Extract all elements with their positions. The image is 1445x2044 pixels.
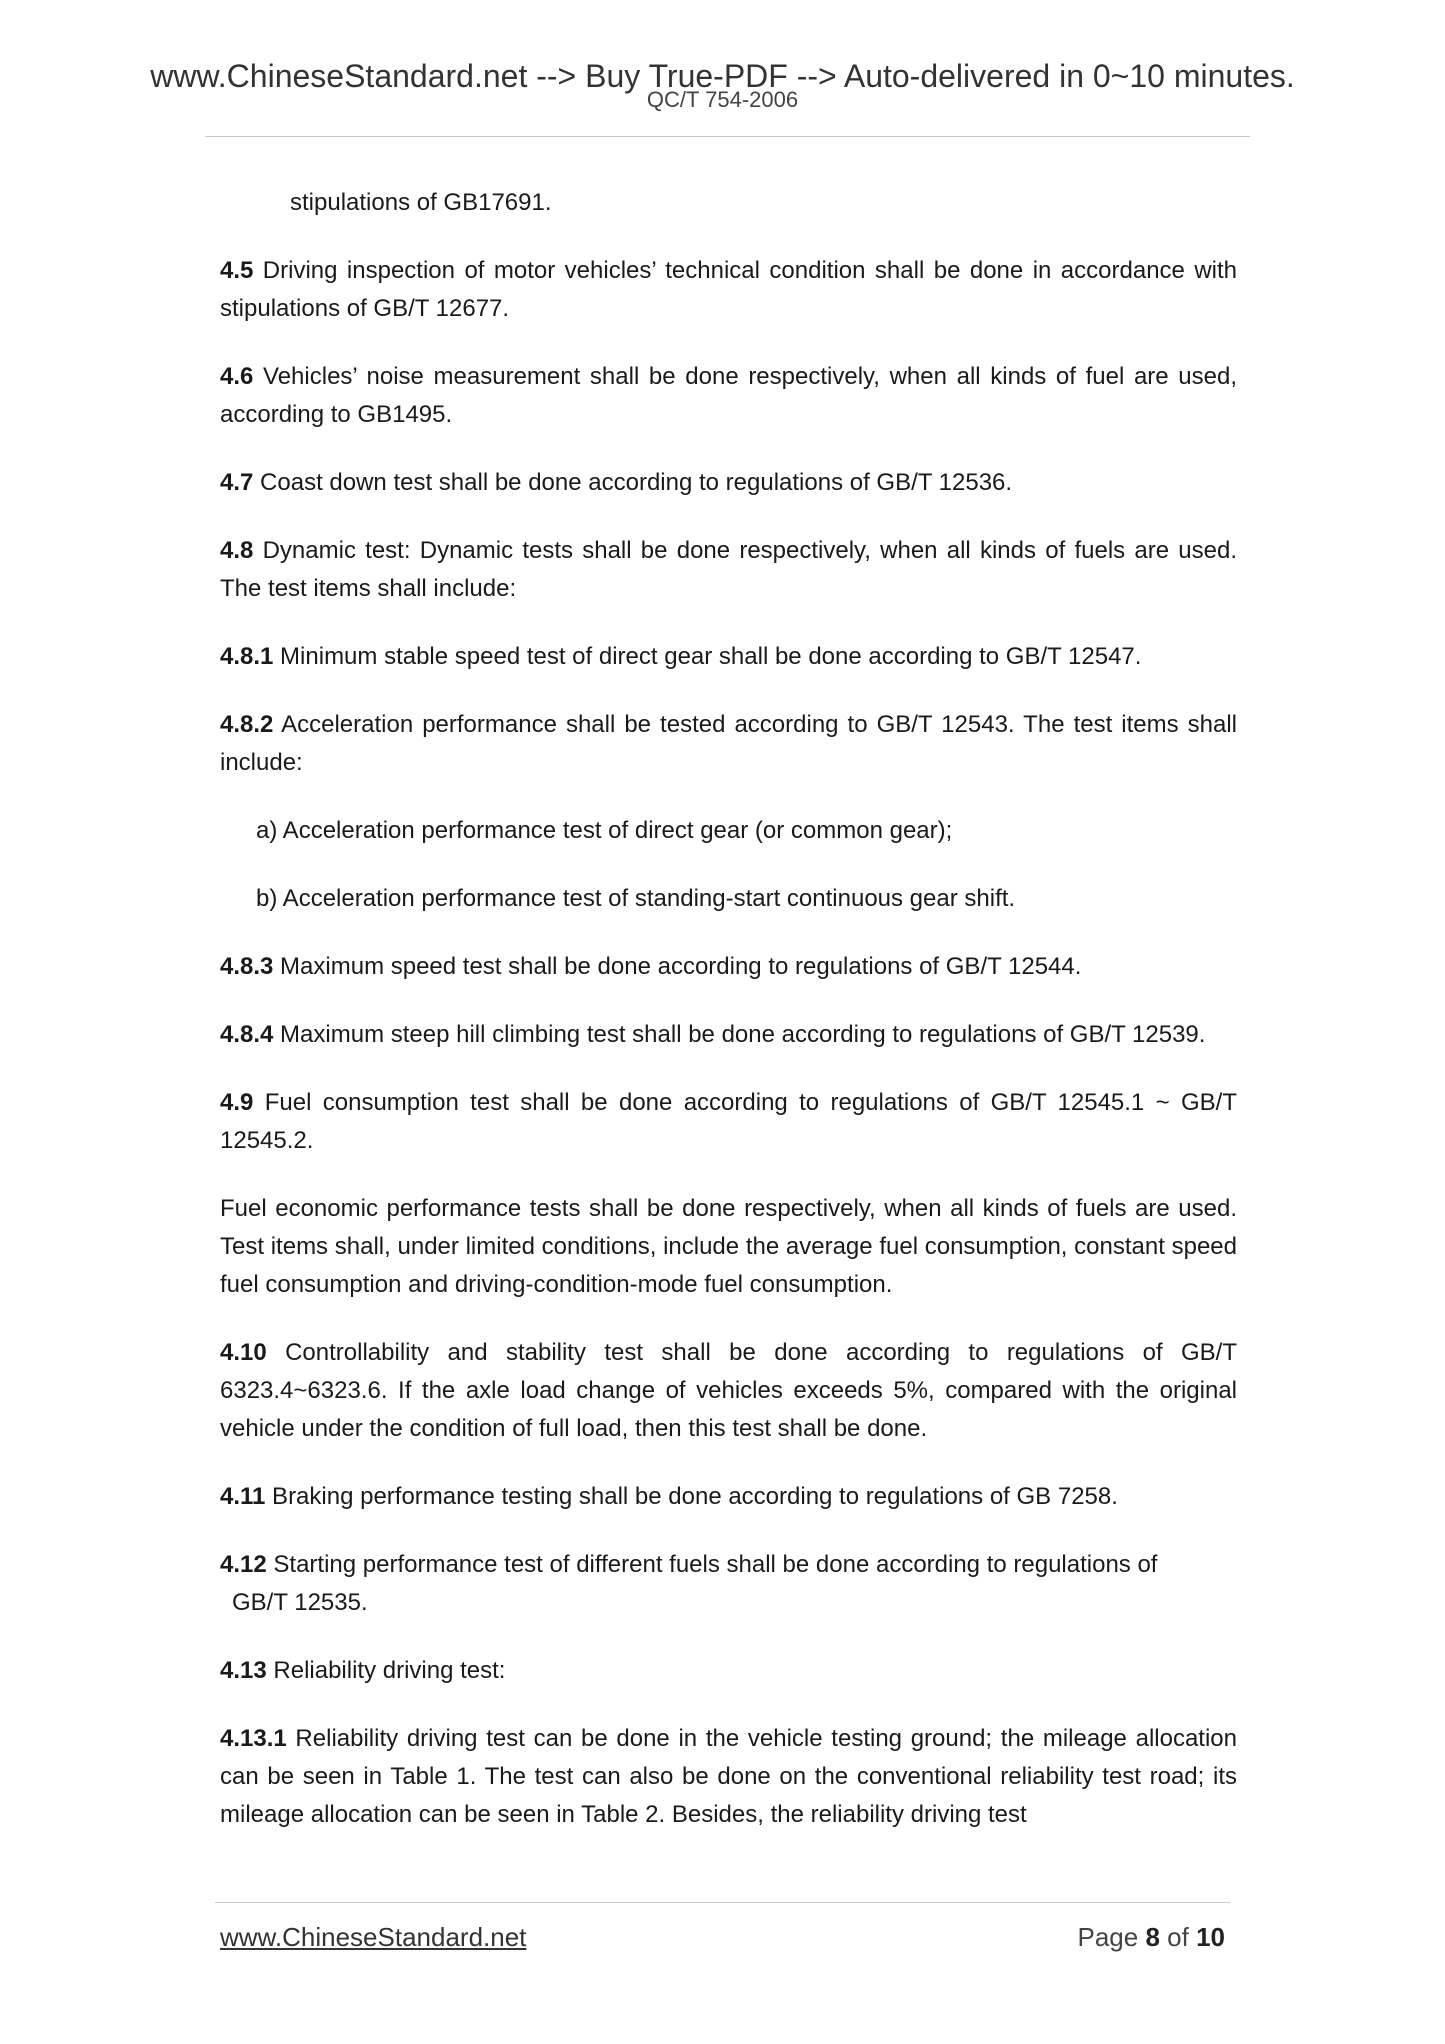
clause-number: 4.10 <box>220 1339 267 1366</box>
clause-number: 4.13 <box>220 1657 267 1684</box>
clause-number: 4.8.3 <box>220 953 274 980</box>
current-page: 8 <box>1145 1922 1160 1952</box>
clause-4-9: 4.9 Fuel consumption test shall be done according to regulations of GB/T 12545.1 ~ GB/T 12545.2. <box>220 1089 1237 1154</box>
clause-4-8: 4.8 Dynamic test: Dynamic tests shall be done respectively, when all kinds of fuels are used. The test items shall include: <box>220 537 1237 602</box>
clause-4-13: 4.13 Reliability driving test: <box>220 1657 506 1684</box>
paragraph-continuation: stipulations of GB17691. <box>290 189 552 216</box>
clause-4-6: 4.6 Vehicles’ noise measurement shall be done respectively, when all kinds of fuel are used, according to GB1495. <box>220 363 1237 428</box>
footer-divider <box>215 1902 1230 1903</box>
clause-number: 4.8.2 <box>220 711 274 738</box>
clause-4-12: 4.12 Starting performance test of different fuels shall be done according to regulations of GB/T 12535. <box>220 1551 1158 1616</box>
footer-site-link[interactable]: www.ChineseStandard.net <box>220 1922 527 1952</box>
clause-number: 4.7 <box>220 469 254 496</box>
clause-number: 4.12 <box>220 1551 267 1578</box>
clause-4-10: 4.10 Controllability and stability test shall be done according to regulations of GB/T 6323.4~6323.6. If the axle load change of vehicles exceeds 5%, compared with the original vehicle under the condition of full load, then this test shall be done. <box>220 1339 1237 1442</box>
document-body <box>220 184 1237 1864</box>
clause-number: 4.8.4 <box>220 1021 274 1048</box>
clause-4-8-1: 4.8.1 Minimum stable speed test of direct gear shall be done according to GB/T 12547. <box>220 643 1142 670</box>
clause-4-7: 4.7 Coast down test shall be done according to regulations of GB/T 12536. <box>220 469 1013 496</box>
page-indicator: Page 8 of 10 <box>1077 1922 1225 1952</box>
clause-number: 4.11 <box>220 1483 266 1510</box>
list-item-b: b) Acceleration performance test of standing-start continuous gear shift. <box>256 885 1016 912</box>
clause-4-8-2: 4.8.2 Acceleration performance shall be tested according to GB/T 12543. The test items shall include: <box>220 711 1237 776</box>
clause-number: 4.8.1 <box>220 643 274 670</box>
clause-number: 4.8 <box>220 537 254 564</box>
list-item-a: a) Acceleration performance test of direct gear (or common gear); <box>256 817 953 844</box>
total-pages: 10 <box>1196 1922 1225 1952</box>
top-banner[interactable]: www.ChineseStandard.net --> Buy True-PDF --> Auto-delivered in 0~10 minutes. <box>150 58 1295 94</box>
clause-4-13-1: 4.13.1 Reliability driving test can be done in the vehicle testing ground; the mileage allocation can be seen in Table 1. The test can also be done on the conventional reliability test road; its mileage allocation can be seen in Table 2. Besides, the reliability driving test <box>220 1725 1237 1828</box>
clause-number: 4.13.1 <box>220 1725 287 1752</box>
header-divider <box>205 136 1250 137</box>
fuel-economy-paragraph: Fuel economic performance tests shall be done respectively, when all kinds of fuels are used. Test items shall, under limited conditions, include the average fuel consumption, constant speed fuel consumption and driving-condition-mode fuel consumption. <box>220 1195 1237 1298</box>
clause-number: 4.5 <box>220 257 254 284</box>
clause-4-8-3: 4.8.3 Maximum speed test shall be done according to regulations of GB/T 12544. <box>220 953 1082 980</box>
clause-4-8-4: 4.8.4 Maximum steep hill climbing test shall be done according to regulations of GB/T 12539. <box>220 1021 1206 1048</box>
clause-number: 4.9 <box>220 1089 254 1116</box>
clause-4-11: 4.11 Braking performance testing shall be done according to regulations of GB 7258. <box>220 1483 1118 1510</box>
clause-number: 4.6 <box>220 363 254 390</box>
standard-code: QC/T 754-2006 <box>646 87 799 112</box>
clause-4-5: 4.5 Driving inspection of motor vehicles’ technical condition shall be done in accordance with stipulations of GB/T 12677. <box>220 257 1237 322</box>
